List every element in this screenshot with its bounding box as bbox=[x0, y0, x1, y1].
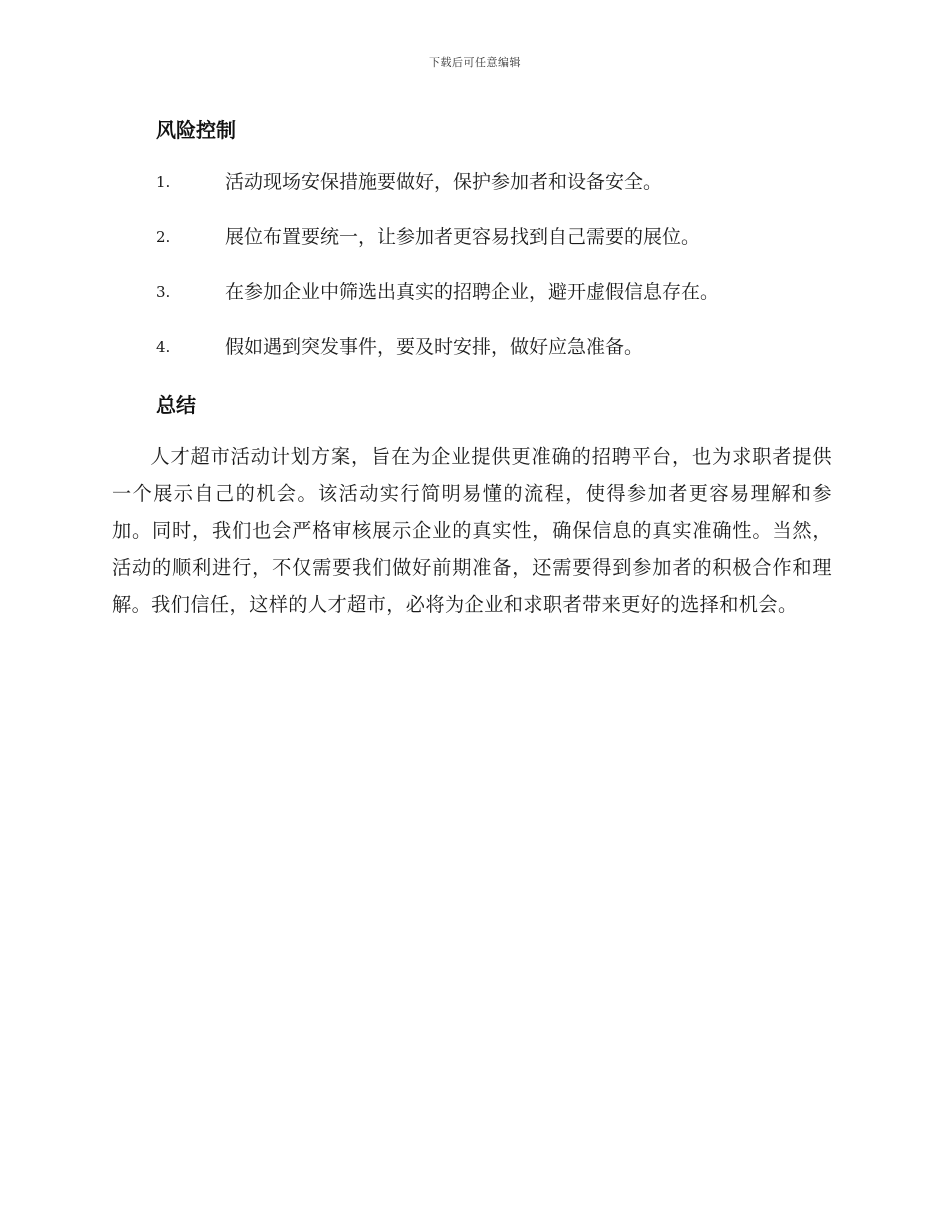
list-item-number: 4. bbox=[156, 338, 171, 356]
list-item-text: 假如遇到突发事件，要及时安排，做好应急准备。 bbox=[225, 336, 644, 358]
list-item-text: 活动现场安保措施要做好，保护参加者和设备安全。 bbox=[225, 171, 663, 193]
list-item-number: 1. bbox=[156, 173, 171, 191]
list-item-number: 3. bbox=[156, 283, 171, 301]
list-item-text: 在参加企业中筛选出真实的招聘企业，避开虚假信息存在。 bbox=[225, 281, 720, 303]
list-item-number: 2. bbox=[156, 228, 171, 246]
list-item-text: 展位布置要统一，让参加者更容易找到自己需要的展位。 bbox=[225, 226, 701, 248]
section-title-risk-control: 风险控制 bbox=[156, 118, 236, 142]
summary-paragraph: 人才超市活动计划方案，旨在为企业提供更准确的招聘平台，也为求职者提供一个展示自己的机会。该活动实行简明易懂的流程，使得参加者更容易理解和参加。同时，我们也会严格审核展示企业的真实性，确保信息的真实准确性。当然，活动的顺利进行，不仅需要我们做好前期准备，还需要得到参加者的积极合作和理解。我们信任，这样的人才超市，必将为企业和求职者带来更好的选择和机会。 bbox=[112, 445, 832, 616]
page-header: 下载后可任意编辑 bbox=[429, 56, 521, 69]
section-title-summary: 总结 bbox=[156, 393, 196, 417]
